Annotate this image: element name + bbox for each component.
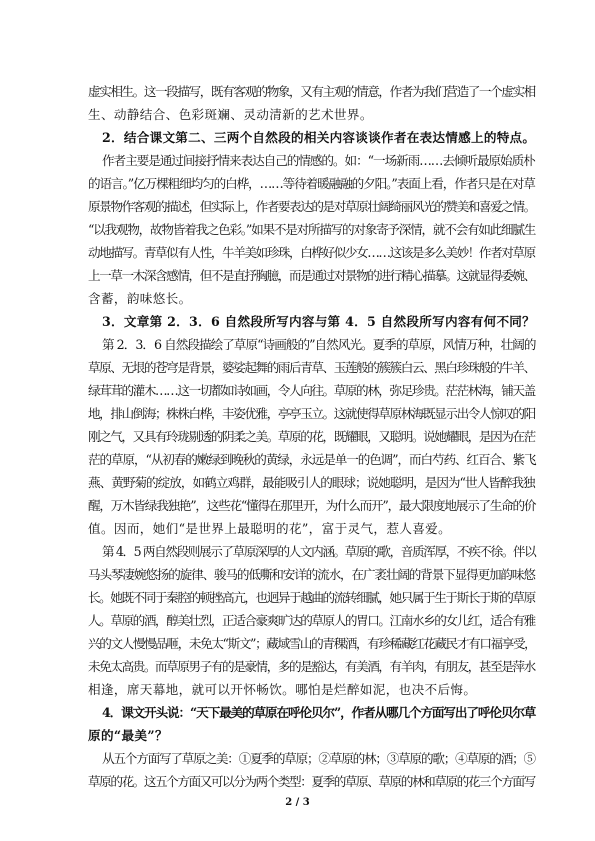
body-text-line: 茫的草原，“从初春的嫩绿到晚秋的黄绿，永远是单一的色调”，而白芍药、红百合、紫飞 [88, 452, 536, 467]
body-text-line: 原景物作客观的描述，但实际上，作者要表达的是对草原壮阔绮丽风光的赞美和喜爱之情。 [88, 199, 535, 214]
body-text-line: 生、动静结合、色彩斑斓、灵动清新的艺术世界。 [88, 107, 373, 122]
body-text-line: 含蓄，韵味悠长。 [88, 291, 192, 306]
body-text-line: 第 2．3．6 自然段描绘了草原“诗画般的”自然风光。夏季的草原，风情万种，壮阔的 [102, 337, 536, 352]
body-text-line: “以我观物，故物皆着我之色彩。”如果不是对所描写的对象寄予深情，就不会有如此细腻生 [88, 222, 536, 237]
body-text-line: 虚实相生。这一段描写，既有客观的物象，又有主观的情意，作者为我们营造了一个虚实相 [88, 84, 535, 99]
body-text-line: 醒，万木皆绿我独艳”，这些花“懂得在那里开，为什么而开”，最大限度地展示了生命的价 [88, 498, 536, 513]
body-text-line: 兴的文人慢慢品咂，未免太“斯文”；藏域雪山的青稞酒，有珍稀藏红花藏民才有口福享受， [88, 636, 536, 651]
body-text-line: 马头琴凄婉悠扬的旋律、骏马的低嘶和安详的流水，在广袤壮阔的背景下显得更加韵味悠 [88, 567, 535, 582]
question-heading: 2．结合课文第二、三两个自然段的相关内容谈谈作者在表达情感上的特点。 [102, 130, 536, 145]
page-number: 2 / 3 [285, 797, 310, 808]
body-text-line: 值。因而，她们“是世界上最聪明的花”，富于灵气，惹人喜爱。 [88, 521, 452, 536]
body-text-line: 从五个方面写了草原之美：①夏季的草原；②草原的林；③草原的歌；④草原的酒；⑤ [102, 751, 535, 766]
question-heading: 4．课文开头说：“天下最美的草原在呼伦贝尔”，作者从哪几个方面写出了呼伦贝尔草 [102, 705, 536, 720]
body-text-line: 绿茸茸的灌木……这一切都如诗如画，令人向往。草原的林，弥足珍贵。茫茫林海，铺天盖 [88, 383, 535, 398]
body-text-line: 燕、黄野菊的绽放，如鹤立鸡群，最能吸引人的眼球；说她聪明，是因为“世人皆醉我独 [88, 475, 535, 490]
question-heading: 原的“最美”？ [88, 728, 168, 743]
body-text-line: 的语言。”亿万棵粗细均匀的白桦，……等待着暖融融的夕阳。”表面上看，作者只是在对草 [88, 176, 535, 191]
body-text-line: 上一草一木深含感情，但不是直抒胸臆，而是通过对景物的进行精心描摹。这就显得委婉、 [88, 268, 535, 283]
body-text-line: 草原、无垠的苍穹是背景，婆娑起舞的雨后青草、玉莲般的簇簇白云、黑白珍珠般的牛羊、 [88, 360, 535, 375]
body-text-line: 动地描写。青草似有人性，牛羊美如珍珠，白桦好似少女……这该是多么美妙！作者对草原 [88, 245, 535, 260]
body-text-line: 人。草原的酒，醇美壮烈，正适合豪爽旷达的草原人的胃口。江南水乡的女儿红，适合有雅 [88, 613, 535, 628]
body-text-line: 相逢，席天幕地，就可以开怀畅饮。哪怕是烂醉如泥，也决不后悔。 [88, 682, 477, 697]
body-text-line: 第 4．5 两自然段则展示了草原深厚的人文内涵。草原的歌，音质浑厚，不疾不徐。伴以 [102, 544, 536, 559]
body-text-line: 长。她既不同于秦腔的顿挫高亢，也迥异于越曲的流转细腻，她只属于生于斯长于斯的草原 [88, 590, 535, 605]
question-heading: 3．文章第 2．3．6 自然段所写内容与第 4．5 自然段所写内容有何不同？ [102, 314, 536, 329]
body-text-line: 未免太高贵。而草原男子有的是豪情，多的是豁达，有美酒，有羊肉，有朋友，甚至是萍水 [88, 659, 535, 674]
body-text-line: 地，排山倒海；株株白桦，丰姿优雅，亭亭玉立。这就使得草原林海既显示出令人惊叹的阳 [88, 406, 535, 421]
body-text-line: 草原的花。这五个方面又可以分为两个类型：夏季的草原、草原的林和草原的花三个方面写 [88, 774, 535, 789]
body-text-line: 作者主要是通过间接抒情来表达自己的情感的。如：“一场新雨……去倾听最原始质朴 [102, 153, 535, 168]
body-text-line: 刚之气，又具有玲珑剔透的阴柔之美。草原的花，既耀眼，又聪明。说她耀眼，是因为在茫 [88, 429, 535, 444]
